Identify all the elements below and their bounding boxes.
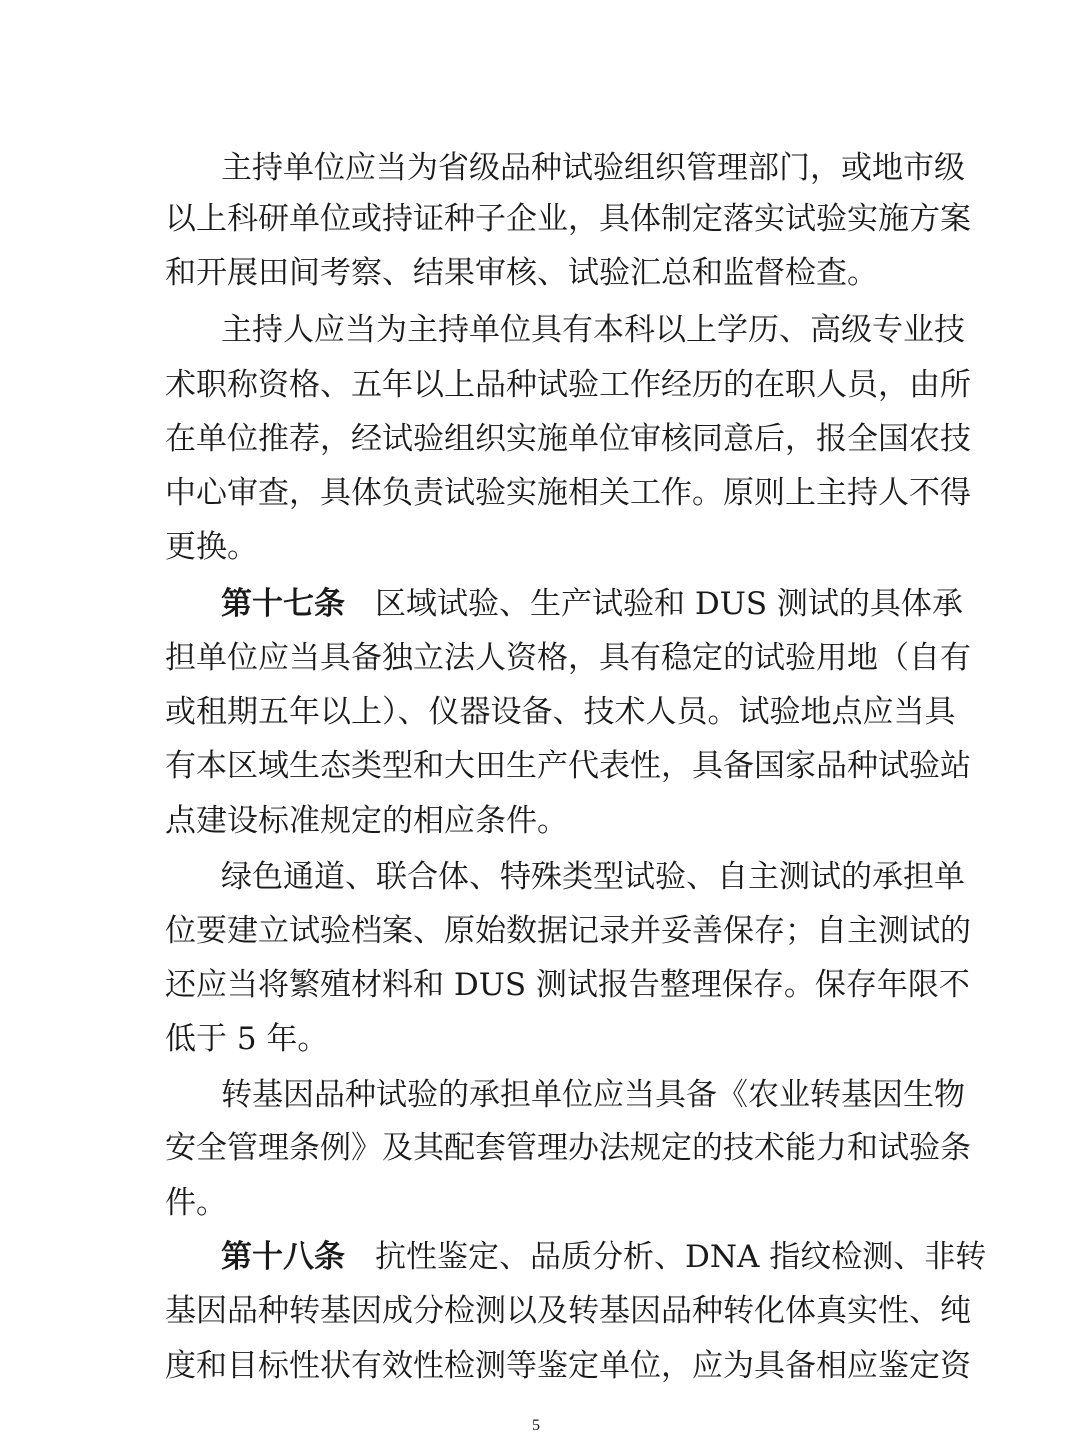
text-line: 位要建立试验档案、原始数据记录并妥善保存；自主测试的 [165, 913, 971, 949]
text-line: 转基因品种试验的承担单位应当具备《农业转基因生物 [221, 1077, 965, 1113]
text-line: 主持单位应当为省级品种试验组织管理部门，或地市级 [221, 150, 965, 186]
text-line: 低于 5 年。 [165, 1021, 329, 1057]
text-line: 主持人应当为主持单位具有本科以上学历、高级专业技 [221, 312, 965, 348]
article-heading: 第十八条 [221, 1239, 345, 1275]
text-line: 安全管理条例》及其配套管理办法规定的技术能力和试验条 [165, 1130, 971, 1166]
text-line: 度和目标性状有效性检测等鉴定单位，应为具备相应鉴定资 [165, 1348, 971, 1384]
text-line: 以上科研单位或持证种子企业，具体制定落实试验实施方案 [165, 201, 971, 237]
text-line: 和开展田间考察、结果审核、试验汇总和监督检查。 [165, 255, 878, 291]
text-line: 基因品种转基因成分检测以及转基因品种转化体真实性、纯 [165, 1293, 971, 1329]
text-line: 绿色通道、联合体、特殊类型试验、自主测试的承担单 [221, 859, 965, 895]
page-number: 5 [532, 1417, 540, 1434]
text-line: 区域试验、生产试验和 DUS 测试的具体承 [375, 586, 963, 622]
text-line: 还应当将繁殖材料和 DUS 测试报告整理保存。保存年限不 [165, 967, 970, 1003]
text-line: 或租期五年以上）、仪器设备、技术人员。试验地点应当具 [165, 694, 956, 730]
text-line: 抗性鉴定、品质分析、DNA 指纹检测、非转 [375, 1239, 987, 1275]
text-line: 中心审查，具体负责试验实施相关工作。原则上主持人不得 [165, 475, 971, 511]
text-line: 件。 [165, 1185, 227, 1221]
text-line: 点建设标准规定的相应条件。 [165, 803, 568, 839]
text-line: 有本区域生态类型和大田生产代表性，具备国家品种试验站 [165, 748, 971, 784]
article-18-first-line [221, 1229, 987, 1285]
text-line: 更换。 [165, 529, 258, 565]
article-heading: 第十七条 [221, 586, 345, 622]
text-line: 术职称资格、五年以上品种试验工作经历的在职人员，由所 [165, 367, 971, 403]
text-line: 担单位应当具备独立法人资格，具有稳定的试验用地（自有 [165, 640, 971, 676]
article-17-first-line [221, 576, 963, 632]
text-line: 在单位推荐，经试验组织实施单位审核同意后，报全国农技 [165, 421, 971, 457]
